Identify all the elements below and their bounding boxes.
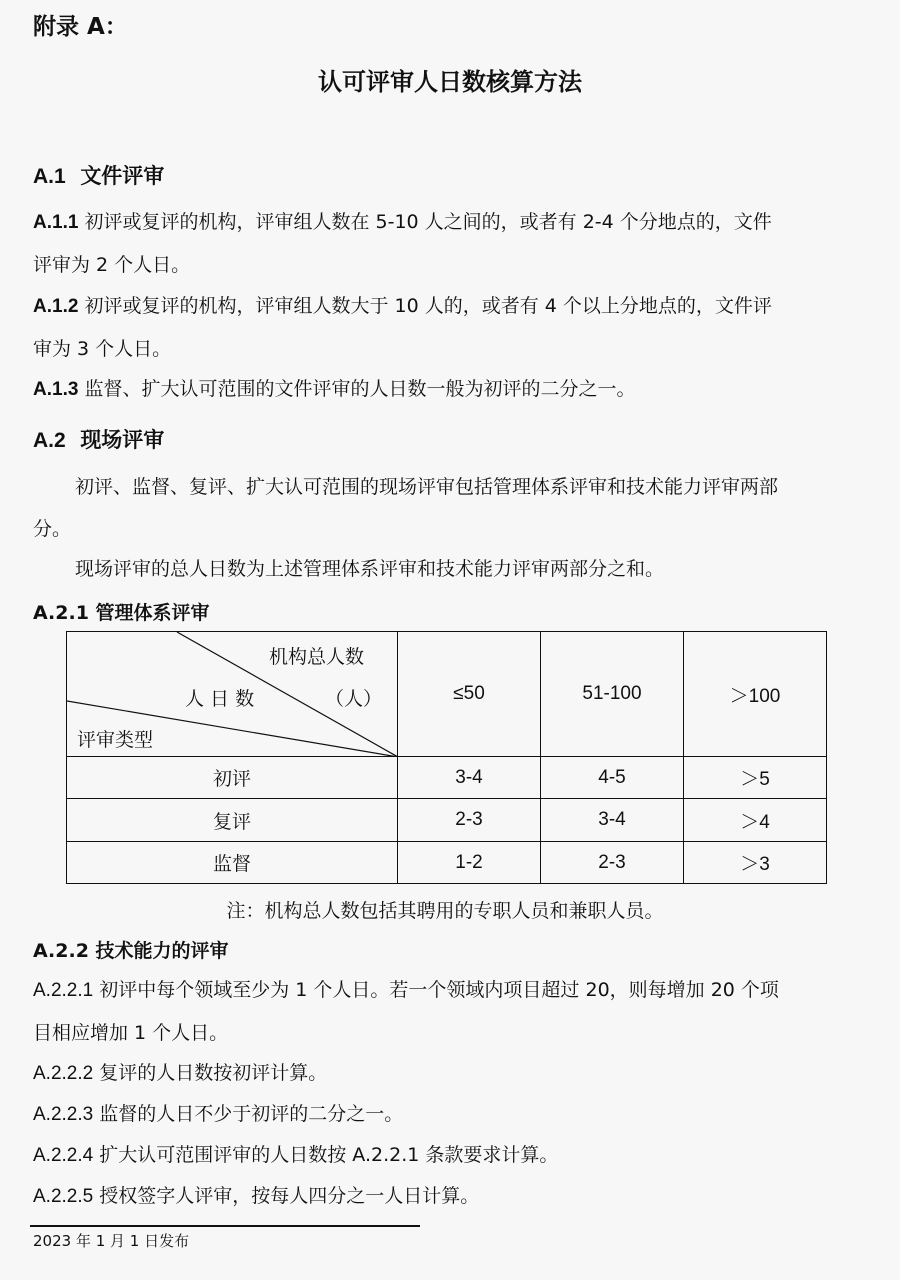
column-header: ＞100 (684, 632, 827, 757)
corner-bottom-label: 评审类型 (77, 729, 154, 751)
cell: 2-3 (541, 842, 684, 884)
row-type: 初评 (67, 757, 398, 799)
item-a1-2: A.1.2 初评或复评的机构，评审组人数大于 10 人的，或者有 4 个以上分地点的，文件评 审为 3 个人日。 (33, 295, 772, 360)
column-header: 51-100 (541, 632, 684, 757)
cell: ＞3 (684, 842, 827, 884)
cell: 3-4 (398, 757, 541, 799)
publish-date: 2023 年 1 月 1 日发布 (33, 1232, 190, 1250)
section-a1-heading: A.1 文件评审 (33, 164, 165, 188)
cell: 3-4 (541, 799, 684, 842)
appendix-label: 附录 A： (33, 14, 128, 40)
cell: 1-2 (398, 842, 541, 884)
row-type: 复评 (67, 799, 398, 842)
item-a224: A.2.2.4 扩大认可范围评审的人日数按 A.2.2.1 条款要求计算。 (33, 1144, 559, 1166)
cell: 4-5 (541, 757, 684, 799)
table-row (67, 757, 827, 799)
management-review-table (66, 631, 827, 884)
cell: ＞4 (684, 799, 827, 842)
table-note: 注：机构总人数包括其聘用的专职人员和兼职人员。 (226, 900, 664, 922)
item-a1-3: A.1.3 监督、扩大认可范围的文件评审的人日数一般为初评的二分之一。 (33, 378, 636, 400)
table-row (67, 799, 827, 842)
cell: 2-3 (398, 799, 541, 842)
section-a2-para2: 现场评审的总人日数为上述管理体系评审和技术能力评审两部分之和。 (75, 558, 665, 580)
corner-unit-label: （人） (325, 688, 383, 710)
row-type: 监督 (67, 842, 398, 884)
corner-mid-label: 人 日 数 (185, 688, 255, 710)
footer-rule (30, 1225, 420, 1227)
item-a221: A.2.2.1 初评中每个领域至少为 1 个人日。若一个领域内项目超过 20，则每增加 20 个项 目相应增加 1 个人日。 (33, 979, 779, 1044)
corner-cell (67, 632, 398, 757)
page-title: 认可评审人日数核算方法 (318, 68, 582, 96)
item-a223: A.2.2.3 监督的人日不少于初评的二分之一。 (33, 1103, 404, 1125)
cell: ＞5 (684, 757, 827, 799)
column-header: ≤50 (398, 632, 541, 757)
corner-top-label: 机构总人数 (269, 646, 365, 668)
section-a2-para1: 初评、监督、复评、扩大认可范围的现场评审包括管理体系评审和技术能力评审两部 分。 (33, 476, 779, 540)
item-a225: A.2.2.5 授权签字人评审，按每人四分之一人日计算。 (33, 1185, 480, 1207)
section-a21-heading: A.2.1 管理体系评审 (33, 602, 210, 624)
section-a22-heading: A.2.2 技术能力的评审 (33, 940, 229, 962)
section-a2-heading: A.2 现场评审 (33, 428, 165, 452)
item-a222: A.2.2.2 复评的人日数按初评计算。 (33, 1062, 328, 1084)
item-a1-1: A.1.1 初评或复评的机构，评审组人数在 5-10 人之间的，或者有 2-4 个分地点的，文件 评审为 2 个人日。 (33, 211, 772, 276)
table-row (67, 842, 827, 884)
